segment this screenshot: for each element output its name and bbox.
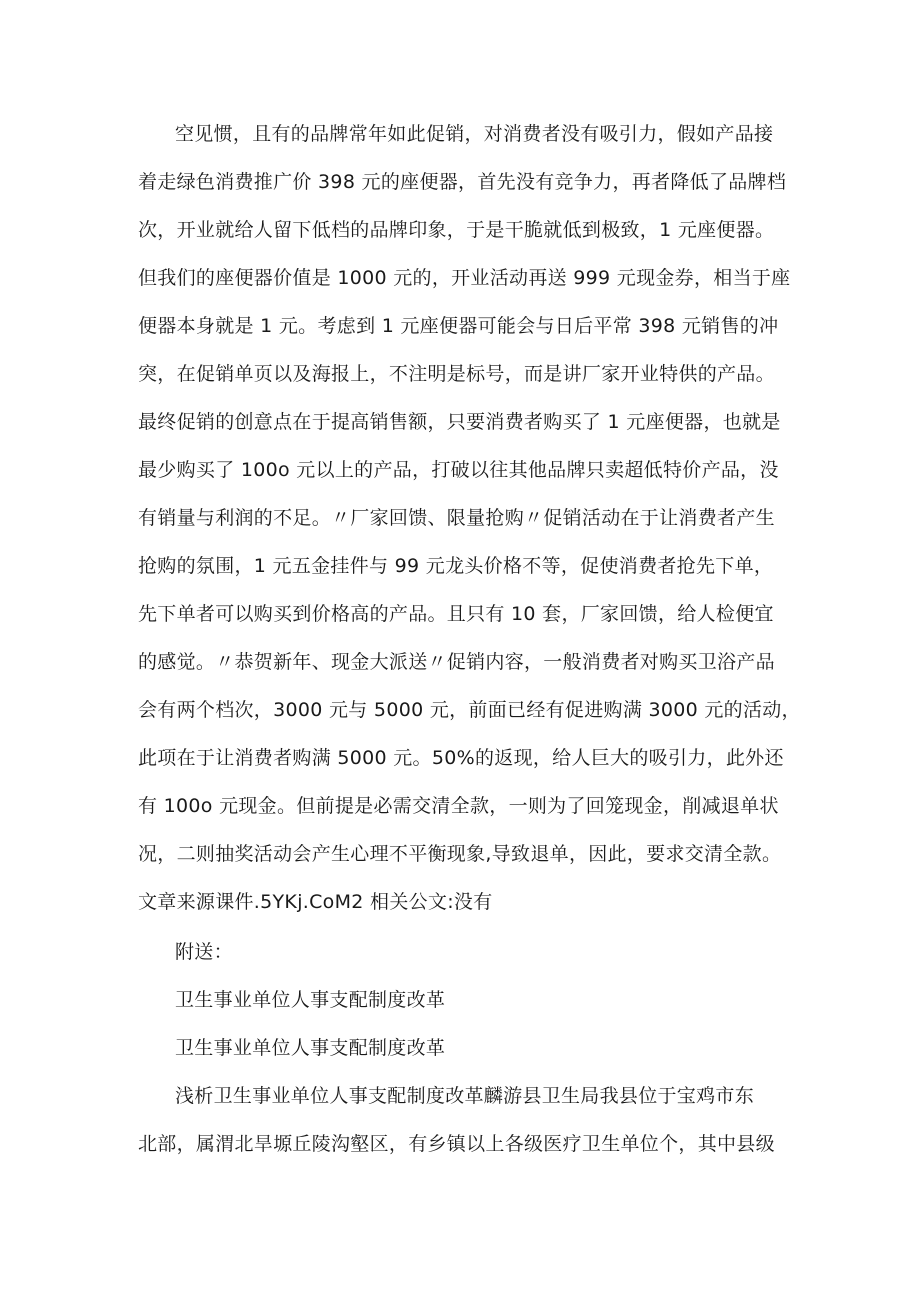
paragraph-line-15: 有 100o 元现金。但前提是必需交清全款，一则为了回笼现金，削减退单状: [138, 795, 779, 817]
heading-line-2: 卫生事业单位人事支配制度改革: [175, 1037, 446, 1059]
paragraph-line-17: 浅析卫生事业单位人事支配制度改革麟游县卫生局我县位于宝鸡市东: [175, 1085, 755, 1107]
heading-line-1: 卫生事业单位人事支配制度改革: [175, 989, 446, 1011]
paragraph-line-3: 次，开业就给人留下低档的品牌印象，于是干脆就低到极致，1 元座便器。: [138, 219, 775, 241]
paragraph-line-9: 有销量与利润的不足。〃厂家回馈、限量抢购〃促销活动在于让消费者产生: [138, 507, 775, 529]
paragraph-line-11: 先下单者可以购买到价格高的产品。且只有 10 套，厂家回馈，给人检便宜: [138, 603, 774, 625]
paragraph-line-10: 抢购的氛围，1 元五金挂件与 99 元龙头价格不等，促使消费者抢先下单，: [138, 555, 774, 577]
paragraph-line-16: 况，二则抽奖活动会产生心理不平衡现象,导致退单，因此，要求交清全款。: [138, 843, 782, 865]
paragraph-line-13: 会有两个档次，3000 元与 5000 元，前面已经有促进购满 3000 元的活动，: [138, 699, 801, 721]
paragraph-line-8: 最少购买了 100o 元以上的产品，打破以往其他品牌只卖超低特价产品，没: [138, 459, 779, 481]
paragraph-line-5: 便器本身就是 1 元。考虑到 1 元座便器可能会与日后平常 398 元销售的冲: [138, 315, 779, 337]
paragraph-line-1: 空见惯，且有的品牌常年如此促销，对消费者没有吸引力，假如产品接: [175, 123, 774, 145]
paragraph-line-2: 着走绿色消费推广价 398 元的座便器，首先没有竞争力，再者降低了品牌档: [138, 171, 787, 193]
paragraph-line-4: 但我们的座便器价值是 1000 元的，开业活动再送 999 元现金券，相当于座: [138, 267, 791, 289]
paragraph-line-12: 的感觉。〃恭贺新年、现金大派送〃促销内容，一般消费者对购买卫浴产品: [138, 651, 775, 673]
paragraph-line-18: 北部，属渭北旱塬丘陵沟壑区，有乡镇以上各级医疗卫生单位个，其中县级: [138, 1133, 775, 1155]
appendix-label: 附送：: [175, 941, 233, 963]
paragraph-line-7: 最终促销的创意点在于提高销售额，只要消费者购买了 1 元座便器，也就是: [138, 411, 781, 433]
source-line: 文章来源课件.5YKj.CoM2 相关公文:没有: [138, 891, 493, 913]
paragraph-line-6: 突，在促销单页以及海报上，不注明是标号，而是讲厂家开业特供的产品。: [138, 363, 775, 385]
paragraph-line-14: 此项在于让消费者购满 5000 元。50%的返现，给人巨大的吸引力，此外还: [138, 747, 784, 769]
